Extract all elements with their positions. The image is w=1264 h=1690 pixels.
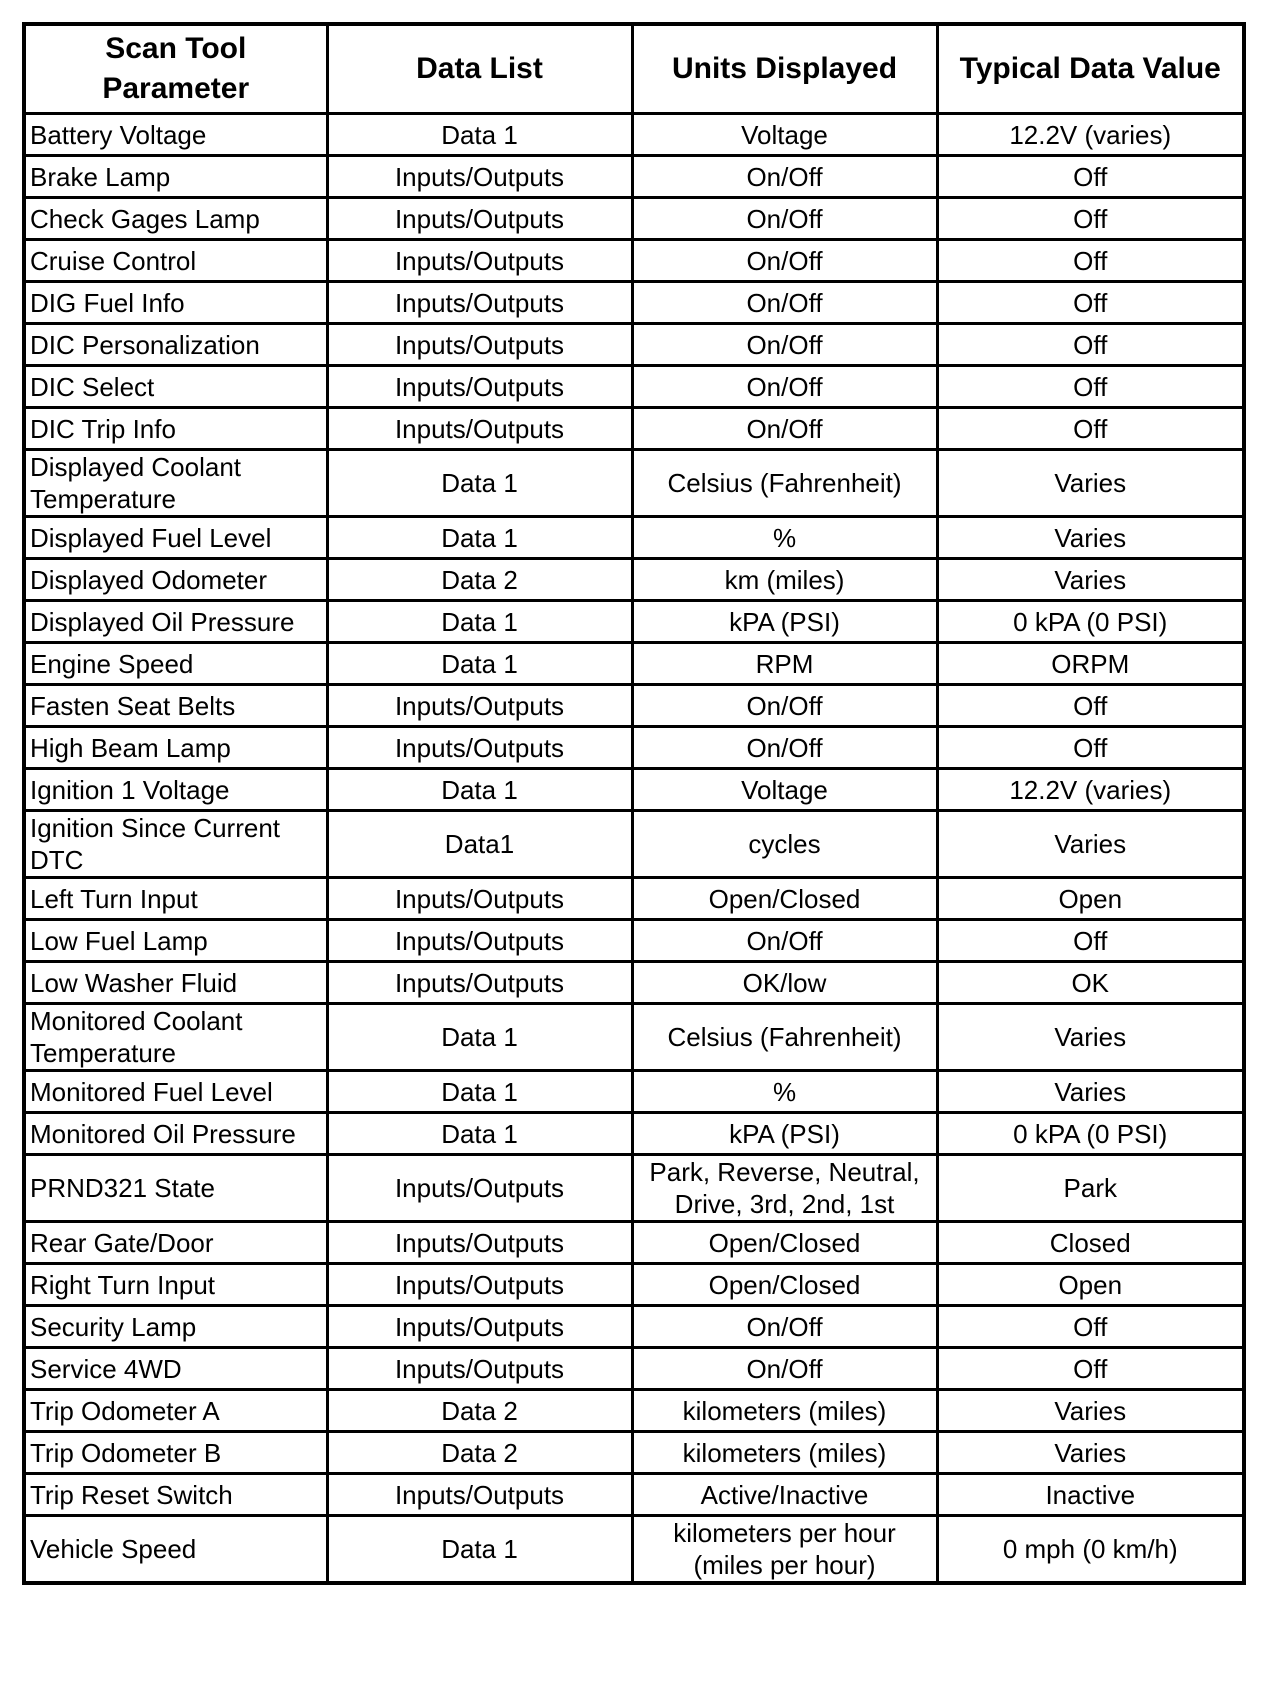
table-row [24,962,1244,1004]
cell-typical-value: Off [937,324,1244,366]
cell-units: On/Off [632,685,937,727]
cell-units: On/Off [632,240,937,282]
cell-typical-value: ORPM [937,643,1244,685]
table-row [24,1432,1244,1474]
cell-units: On/Off [632,920,937,962]
table-row [24,366,1244,408]
cell-typical-value: Varies [937,450,1244,517]
cell-typical-value: 0 kPA (0 PSI) [937,1113,1244,1155]
table-row [24,1348,1244,1390]
cell-units: On/Off [632,1348,937,1390]
cell-parameter: Security Lamp [24,1306,327,1348]
cell-parameter: Low Washer Fluid [24,962,327,1004]
cell-data-list: Inputs/Outputs [327,1155,632,1222]
cell-typical-value: Varies [937,1390,1244,1432]
table-row [24,1155,1244,1222]
cell-data-list: Inputs/Outputs [327,240,632,282]
cell-typical-value: 0 kPA (0 PSI) [937,601,1244,643]
table-row [24,450,1244,517]
cell-parameter: Right Turn Input [24,1264,327,1306]
cell-data-list: Data 2 [327,1432,632,1474]
cell-data-list: Inputs/Outputs [327,878,632,920]
table-row [24,685,1244,727]
cell-typical-value: Open [937,1264,1244,1306]
cell-typical-value: 12.2V (varies) [937,769,1244,811]
cell-data-list: Data 1 [327,114,632,156]
cell-units: % [632,1071,937,1113]
cell-typical-value: Open [937,878,1244,920]
cell-parameter: Trip Odometer A [24,1390,327,1432]
cell-units: km (miles) [632,559,937,601]
table-row [24,878,1244,920]
table-header [24,24,1244,114]
header-units-displayed: Units Displayed [632,24,937,114]
cell-parameter: Fasten Seat Belts [24,685,327,727]
table-row [24,408,1244,450]
cell-typical-value: Varies [937,1432,1244,1474]
cell-units: kPA (PSI) [632,1113,937,1155]
cell-typical-value: Inactive [937,1474,1244,1516]
cell-data-list: Inputs/Outputs [327,1306,632,1348]
cell-typical-value: Off [937,198,1244,240]
cell-typical-value: Off [937,920,1244,962]
table-row [24,1390,1244,1432]
cell-units: On/Off [632,727,937,769]
cell-data-list: Inputs/Outputs [327,324,632,366]
cell-data-list: Inputs/Outputs [327,1222,632,1264]
header-typical-data-value: Typical Data Value [937,24,1244,114]
table-row [24,727,1244,769]
cell-units: Park, Reverse, Neutral, Drive, 3rd, 2nd, 1st [632,1155,937,1222]
cell-typical-value: 12.2V (varies) [937,114,1244,156]
table-body [24,114,1244,1584]
table-row [24,1474,1244,1516]
table-row [24,1306,1244,1348]
cell-parameter: Displayed Oil Pressure [24,601,327,643]
header-scan-tool-parameter: Scan Tool Parameter [24,24,327,114]
cell-data-list: Inputs/Outputs [327,408,632,450]
cell-data-list: Inputs/Outputs [327,1264,632,1306]
table-row [24,517,1244,559]
table-row [24,324,1244,366]
table-row [24,1113,1244,1155]
cell-parameter: DIG Fuel Info [24,282,327,324]
table-row [24,1071,1244,1113]
table-row [24,282,1244,324]
table-row [24,156,1244,198]
table-row [24,920,1244,962]
cell-data-list: Inputs/Outputs [327,1474,632,1516]
cell-units: On/Off [632,1306,937,1348]
cell-units: kilometers per hour (miles per hour) [632,1516,937,1584]
cell-units: kPA (PSI) [632,601,937,643]
table-row [24,1516,1244,1584]
cell-data-list: Data 1 [327,517,632,559]
cell-typical-value: Off [937,1348,1244,1390]
table-row [24,1222,1244,1264]
cell-parameter: Ignition Since Current DTC [24,811,327,878]
cell-typical-value: Off [937,408,1244,450]
cell-parameter: DIC Select [24,366,327,408]
cell-data-list: Inputs/Outputs [327,727,632,769]
cell-units: cycles [632,811,937,878]
cell-parameter: Low Fuel Lamp [24,920,327,962]
cell-parameter: Trip Odometer B [24,1432,327,1474]
cell-data-list: Data1 [327,811,632,878]
table-row [24,643,1244,685]
cell-data-list: Inputs/Outputs [327,1348,632,1390]
cell-data-list: Data 2 [327,559,632,601]
table-row [24,1264,1244,1306]
cell-units: On/Off [632,198,937,240]
cell-parameter: Engine Speed [24,643,327,685]
cell-typical-value: Varies [937,1071,1244,1113]
table-row [24,769,1244,811]
cell-units: RPM [632,643,937,685]
cell-typical-value: Off [937,282,1244,324]
cell-data-list: Data 1 [327,601,632,643]
cell-typical-value: 0 mph (0 km/h) [937,1516,1244,1584]
cell-units: On/Off [632,366,937,408]
cell-data-list: Data 1 [327,769,632,811]
cell-parameter: PRND321 State [24,1155,327,1222]
cell-data-list: Data 1 [327,1516,632,1584]
cell-data-list: Inputs/Outputs [327,962,632,1004]
cell-typical-value: Off [937,240,1244,282]
cell-units: Celsius (Fahrenheit) [632,450,937,517]
cell-units: Voltage [632,769,937,811]
cell-data-list: Data 1 [327,643,632,685]
cell-units: % [632,517,937,559]
cell-data-list: Inputs/Outputs [327,685,632,727]
cell-parameter: DIC Trip Info [24,408,327,450]
table-row [24,198,1244,240]
cell-parameter: Displayed Coolant Temperature [24,450,327,517]
cell-parameter: Check Gages Lamp [24,198,327,240]
table-row [24,240,1244,282]
cell-parameter: Cruise Control [24,240,327,282]
cell-typical-value: Varies [937,1004,1244,1071]
table-row [24,114,1244,156]
cell-data-list: Data 2 [327,1390,632,1432]
cell-typical-value: Varies [937,811,1244,878]
cell-parameter: Monitored Coolant Temperature [24,1004,327,1071]
cell-typical-value: Park [937,1155,1244,1222]
header-data-list: Data List [327,24,632,114]
cell-parameter: Vehicle Speed [24,1516,327,1584]
table-row [24,559,1244,601]
cell-typical-value: Varies [937,517,1244,559]
cell-units: OK/low [632,962,937,1004]
cell-typical-value: Off [937,685,1244,727]
cell-units: Active/Inactive [632,1474,937,1516]
cell-parameter: Ignition 1 Voltage [24,769,327,811]
cell-data-list: Inputs/Outputs [327,282,632,324]
cell-data-list: Inputs/Outputs [327,366,632,408]
cell-units: Open/Closed [632,878,937,920]
cell-typical-value: OK [937,962,1244,1004]
cell-typical-value: Off [937,727,1244,769]
cell-units: Celsius (Fahrenheit) [632,1004,937,1071]
cell-typical-value: Off [937,156,1244,198]
cell-data-list: Data 1 [327,450,632,517]
cell-parameter: Monitored Oil Pressure [24,1113,327,1155]
cell-data-list: Inputs/Outputs [327,198,632,240]
cell-units: On/Off [632,324,937,366]
table-row [24,1004,1244,1071]
cell-units: On/Off [632,282,937,324]
table-row [24,601,1244,643]
cell-parameter: Brake Lamp [24,156,327,198]
cell-typical-value: Varies [937,559,1244,601]
cell-parameter: Battery Voltage [24,114,327,156]
cell-data-list: Inputs/Outputs [327,156,632,198]
cell-parameter: Left Turn Input [24,878,327,920]
cell-data-list: Inputs/Outputs [327,920,632,962]
header-row [24,24,1244,114]
cell-parameter: Monitored Fuel Level [24,1071,327,1113]
cell-parameter: Displayed Odometer [24,559,327,601]
cell-units: kilometers (miles) [632,1432,937,1474]
cell-typical-value: Off [937,1306,1244,1348]
cell-parameter: Service 4WD [24,1348,327,1390]
cell-units: On/Off [632,156,937,198]
table-row [24,811,1244,878]
cell-parameter: Rear Gate/Door [24,1222,327,1264]
cell-parameter: Displayed Fuel Level [24,517,327,559]
scan-tool-data-table [22,22,1246,1585]
cell-units: Open/Closed [632,1222,937,1264]
cell-parameter: DIC Personalization [24,324,327,366]
cell-data-list: Data 1 [327,1071,632,1113]
cell-units: Open/Closed [632,1264,937,1306]
scan-tool-data-table-container [22,22,1242,1585]
cell-units: Voltage [632,114,937,156]
cell-data-list: Data 1 [327,1113,632,1155]
cell-units: kilometers (miles) [632,1390,937,1432]
cell-parameter: Trip Reset Switch [24,1474,327,1516]
cell-data-list: Data 1 [327,1004,632,1071]
cell-parameter: High Beam Lamp [24,727,327,769]
cell-typical-value: Off [937,366,1244,408]
cell-typical-value: Closed [937,1222,1244,1264]
cell-units: On/Off [632,408,937,450]
